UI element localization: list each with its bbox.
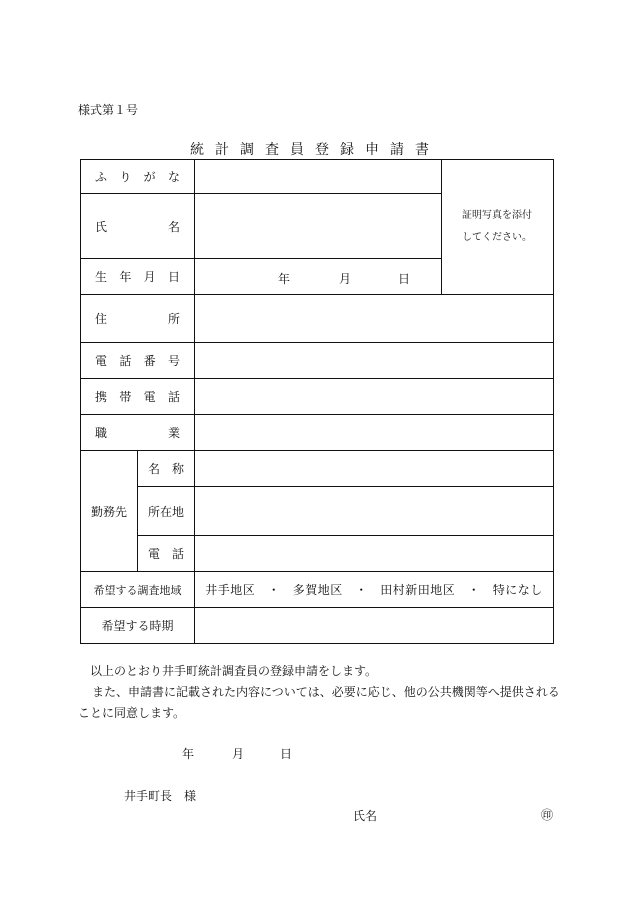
address-field[interactable] xyxy=(195,295,554,343)
workplace-name-label: 名称 xyxy=(138,451,195,487)
workplace-label: 勤務先 xyxy=(81,451,138,572)
row-phone xyxy=(81,343,554,379)
furigana-label: ふりがな xyxy=(81,160,195,194)
workplace-location-label: 所在地 xyxy=(138,487,195,536)
date-year-label: 年 xyxy=(182,747,195,761)
addressee: 井手町長 様 xyxy=(124,789,197,803)
row-furigana xyxy=(81,160,554,194)
seal-mark: ㊞ xyxy=(541,808,554,822)
photo-note-line2: してください。 xyxy=(462,232,533,243)
workplace-location-field[interactable] xyxy=(195,487,554,536)
birth-month-label: 月 xyxy=(339,272,352,286)
photo-box xyxy=(442,160,554,295)
row-period xyxy=(81,608,554,644)
birth-day-label: 日 xyxy=(398,272,411,286)
workplace-phone-field[interactable] xyxy=(195,536,554,572)
address-label: 住所 xyxy=(81,295,195,343)
period-field[interactable] xyxy=(195,608,554,644)
signature-label: 氏名 xyxy=(353,809,378,823)
mobile-label: 携帯電話 xyxy=(81,379,195,415)
birthdate-label: 生年月日 xyxy=(81,259,195,295)
region-label: 希望する調査地域 xyxy=(81,572,195,608)
name-label: 氏名 xyxy=(81,194,195,259)
row-occupation xyxy=(81,415,554,451)
period-label: 希望する時期 xyxy=(81,608,195,644)
registration-table xyxy=(80,159,554,644)
occupation-label: 職業 xyxy=(81,415,195,451)
phone-field[interactable] xyxy=(195,343,554,379)
form-number: 様式第１号 xyxy=(78,103,139,117)
photo-note-line1: 証明写真を添付 xyxy=(462,210,533,221)
form-title: 統計調査員登録申請書 xyxy=(190,142,440,158)
workplace-name-field[interactable] xyxy=(195,451,554,487)
row-workplace-phone xyxy=(81,536,554,572)
workplace-phone-label: 電話 xyxy=(138,536,195,572)
date-day-label: 日 xyxy=(280,747,293,761)
row-workplace-location xyxy=(81,487,554,536)
mobile-field[interactable] xyxy=(195,379,554,415)
row-address xyxy=(81,295,554,343)
statement-line2: また、申請書に記載された内容については、必要に応じ、他の公共機関等へ提供されることに同意します。 xyxy=(78,685,560,720)
row-mobile xyxy=(81,379,554,415)
furigana-field[interactable] xyxy=(195,160,442,194)
birth-year-label: 年 xyxy=(278,272,291,286)
date-month-label: 月 xyxy=(232,747,245,761)
name-field[interactable] xyxy=(195,194,442,259)
region-options[interactable]: 井手地区 ・ 多賀地区 ・ 田村新田地区 ・ 特になし xyxy=(195,572,554,608)
phone-label: 電話番号 xyxy=(81,343,195,379)
row-region xyxy=(81,572,554,608)
statement-line1: 以上のとおり井手町統計調査員の登録申請をします。 xyxy=(90,664,378,678)
row-workplace-name xyxy=(81,451,554,487)
birthdate-field[interactable] xyxy=(195,259,442,295)
occupation-field[interactable] xyxy=(195,415,554,451)
